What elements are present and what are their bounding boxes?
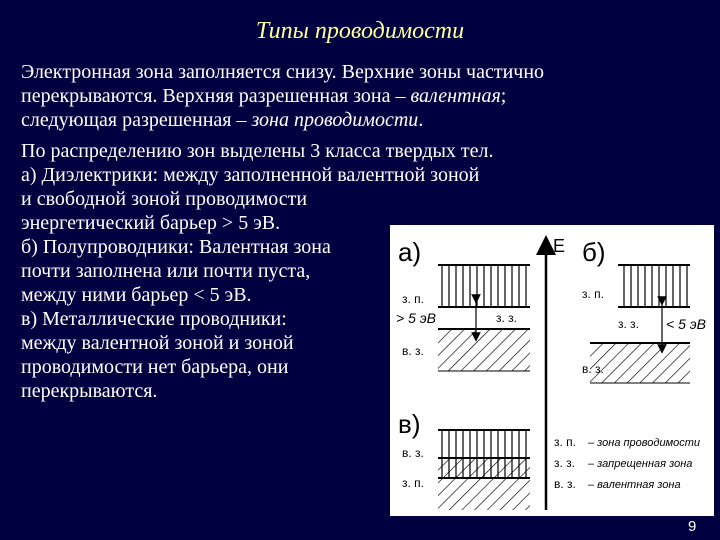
text-span: следующая разрешенная – <box>21 109 252 131</box>
text-line: в) Металлические проводники: <box>21 308 287 330</box>
label-zp-b: з. п. <box>582 287 605 301</box>
text-line: Электронная зона заполняется снизу. Верхние зоны частично <box>21 61 545 83</box>
page-number: 9 <box>688 518 697 535</box>
text-line: По распределению зон выделены 3 класса твердых тел. <box>21 140 494 162</box>
text-line: перекрываются. <box>21 380 158 402</box>
conduction-band-b <box>618 265 690 307</box>
paragraph-intro <box>21 60 661 132</box>
text-line: между ними барьер < 5 эВ. <box>21 284 252 306</box>
valence-band-v <box>438 458 530 510</box>
text-line: проводимости нет барьера, они <box>21 356 289 378</box>
label-vz-v: в. з. <box>402 446 424 460</box>
valence-band-b <box>590 343 690 383</box>
label-a: а) <box>398 237 422 267</box>
italic-term: валентная <box>410 85 501 107</box>
text-span: ; <box>500 85 507 107</box>
legend-abbr: з. з. <box>554 456 576 470</box>
italic-term: зона проводимости <box>251 109 419 131</box>
barrier-label-b: < 5 эВ <box>666 316 706 332</box>
label-v: в) <box>398 409 421 439</box>
legend-text: – валентная зона <box>588 479 681 491</box>
text-line: почти заполнена или почти пуста, <box>21 260 311 282</box>
label-zz-a: з. з. <box>496 311 518 325</box>
text-line: и свободной зоной проводимости <box>21 188 308 210</box>
text-span: перекрываются. Верхняя разрешенная зона – <box>21 85 411 107</box>
legend-text: – запрещенная зона <box>588 458 693 470</box>
text-line: между валентной зоной и зоной <box>21 332 294 354</box>
text-span: . <box>418 109 424 131</box>
legend-abbr: з. п. <box>554 435 577 449</box>
band-diagram <box>390 225 714 516</box>
legend-abbr: в. з. <box>554 477 576 491</box>
label-zz-b: з. з. <box>618 317 640 331</box>
label-zp-a: з. п. <box>402 292 425 306</box>
text-line <box>21 84 661 108</box>
text-line <box>21 108 661 132</box>
label-b: б) <box>582 237 606 267</box>
valence-band-a <box>438 329 530 371</box>
text-line: энергетический барьер > 5 эВ. <box>21 212 281 234</box>
text-line: а) Диэлектрики: между заполненной валентной зоной <box>21 164 480 186</box>
slide-title: Типы проводимости <box>255 18 465 44</box>
energy-axis-label: E <box>553 236 566 256</box>
label-vz-a: в. з. <box>402 344 424 358</box>
barrier-label-a: > 5 эВ <box>396 310 436 326</box>
text-line: б) Полупроводники: Валентная зона <box>21 236 331 258</box>
label-zp-v: з. п. <box>402 476 425 490</box>
legend-text: – зона проводимости <box>588 437 701 449</box>
conduction-band-a <box>438 265 530 307</box>
label-vz-b: в. з. <box>582 362 604 376</box>
